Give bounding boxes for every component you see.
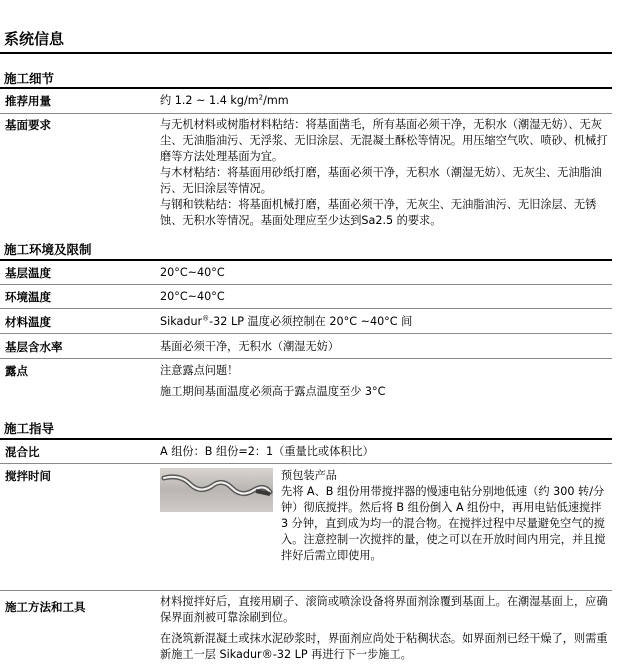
- substrate-value: [160, 117, 610, 229]
- material-temp-value: Sikadur®-32 LP 温度必须控制在 20°C ~40°C 间: [160, 314, 413, 328]
- dew-point-line: 注意露点问题！: [160, 364, 239, 377]
- mixing-time-label: 搅拌时间: [5, 469, 51, 483]
- moisture-label: 基层含水率: [5, 340, 63, 354]
- section-heading-guidance: 施工指导: [4, 421, 55, 436]
- mix-ratio-value: A 组份：B 组份=2：1（重量比或体积比）: [160, 445, 374, 458]
- row-divider: [0, 333, 612, 334]
- mixing-paddle-photo-icon: [160, 468, 273, 512]
- material-temp-label: 材料温度: [5, 315, 51, 329]
- method-paragraph: 材料搅拌好后，直接用刷子、滚筒或喷涂设备将界面剂涂覆到基面上。在潮湿基面上，应确保界面剂被可靠涂刷到位。: [160, 595, 608, 624]
- section-heading-environment: 施工环境及限制: [4, 242, 92, 257]
- substrate-temp-label: 基层温度: [5, 266, 51, 280]
- substrate-paragraph: 与无机材料或树脂材料粘结：将基面凿毛，所有基面必须干净，无积水（潮湿无妨）、无灰尘、无油脂油污、无浮浆、无旧涂层、无混凝土酥松等情况。用压缩空气吹、喷砂、机械打磨等方法处理基面为宜。: [160, 118, 608, 163]
- ambient-temp-value: 20°C~40°C: [160, 290, 225, 303]
- substrate-temp-value: 20°C~40°C: [160, 266, 225, 279]
- row-divider: [0, 113, 612, 114]
- row-divider: [0, 284, 612, 285]
- method-paragraph: 在浇筑新混凝土或抹水泥砂浆时，界面剂应尚处于粘稠状态。如界面剂已经干燥了，则需重新施工一层 Sikadur®-32 LP 再进行下一步施工。: [160, 632, 608, 661]
- dew-point-line: 施工期间基面温度必须高于露点温度至少 3°C: [160, 385, 386, 398]
- row-divider: [0, 358, 612, 359]
- ambient-temp-label: 环境温度: [5, 290, 51, 304]
- title-rule: [0, 52, 612, 54]
- substrate-paragraph: 与木材粘结：将基面用砂纸打磨，基面必须干净，无积水（潮湿无妨）、无灰尘、无油脂油污、无旧涂层等情况。: [160, 166, 602, 195]
- moisture-value: 基面必须干净，无积水（潮湿无妨）: [160, 340, 340, 353]
- method-value: [160, 594, 610, 663]
- row-divider: [0, 308, 612, 309]
- mix-ratio-label: 混合比: [5, 445, 40, 459]
- section-rule: [0, 87, 612, 89]
- row-divider: [0, 590, 612, 591]
- dosage-value: 约 1.2 ~ 1.4 $kg/m^2/mm$: [160, 93, 289, 107]
- row-divider: [0, 463, 612, 464]
- dosage-label: 推荐用量: [5, 94, 51, 108]
- substrate-paragraph: 与钢和铁粘结：将基面机械打磨，基面必须干净，无灰尘、无油脂油污、无旧涂层、无锈蚀、无积水等情况。基面处理应至少达到Sa2.5 的要求。: [160, 198, 597, 227]
- page-title: 系统信息: [4, 30, 65, 48]
- method-label: 施工方法和工具: [5, 600, 86, 614]
- dew-point-value: [160, 363, 610, 400]
- mixing-time-value: 预包装产品 先将 A、B 组份用带搅拌器的慢速电钻分别地低速（约 300 转/分钟）彻底搅拌。然后将 B 组份倒入 A 组份中，再用电钻低速搅拌 3 分钟，直到成为均一的混合物。在搅拌过程中尽量避免空气的搅入。注意控制一次搅拌的量，使之可以在开放时间内用完，并且搅拌好后需立即使用。: [281, 469, 606, 562]
- section-heading-construction-details: 施工细节: [4, 71, 55, 86]
- section-rule: [0, 438, 612, 440]
- section-rule: [0, 259, 612, 261]
- substrate-label: 基面要求: [5, 118, 51, 132]
- dew-point-label: 露点: [5, 364, 28, 378]
